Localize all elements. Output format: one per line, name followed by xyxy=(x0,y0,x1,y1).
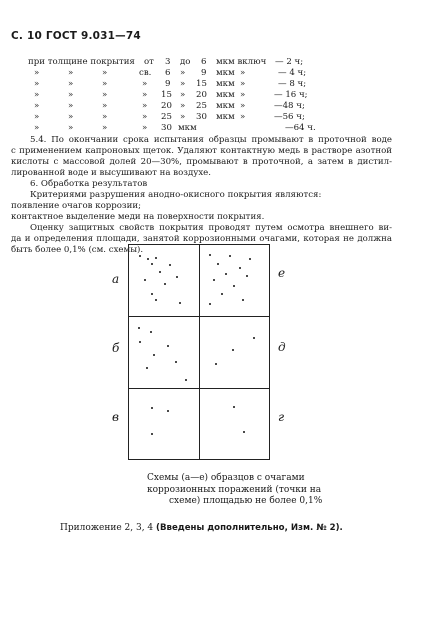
corrosion-dot xyxy=(164,283,166,285)
grid-divider xyxy=(199,245,200,459)
table-row: » » » » 20 » 25 мкм » —48 ч; xyxy=(34,101,305,111)
corrosion-dot xyxy=(249,258,251,260)
text-line: лированной воде и высушивают на воздухе. xyxy=(11,168,211,178)
corrosion-dot xyxy=(233,285,235,287)
grid-divider xyxy=(129,388,269,389)
corrosion-dot xyxy=(151,293,153,295)
scheme-label-v: в xyxy=(112,410,119,424)
text-line: да и определения площади, занятой коррозионными очагами, которая не должна xyxy=(11,234,392,244)
corrosion-dot xyxy=(150,331,152,333)
corrosion-dot xyxy=(179,302,181,304)
corrosion-dot xyxy=(167,345,169,347)
caption-line: коррозионных поражений (точки на xyxy=(147,484,322,495)
table-row: » » » » 25 » 30 мкм » —56 ч; xyxy=(34,112,305,122)
corrosion-dot xyxy=(139,341,141,343)
appendix-note xyxy=(60,523,343,533)
corrosion-dot xyxy=(139,255,141,257)
corrosion-dot xyxy=(229,255,231,257)
scheme-grid xyxy=(128,244,270,460)
text-line: быть более 0,1% (см. схемы). xyxy=(11,245,144,255)
scheme-caption xyxy=(147,473,323,508)
corrosion-dot xyxy=(151,263,153,265)
corrosion-dot xyxy=(175,361,177,363)
scheme-label-a: а xyxy=(112,272,120,286)
corrosion-dot xyxy=(159,271,161,273)
corrosion-dot xyxy=(155,257,157,259)
page-header: С. 10 ГОСТ 9.031—74 xyxy=(11,30,141,42)
corrosion-dot xyxy=(213,279,215,281)
corrosion-dot xyxy=(169,264,171,266)
corrosion-dot xyxy=(215,363,217,365)
table-row: при толщине покрытия от 3 до 6 мкм включ — 2 ч; xyxy=(28,57,304,67)
text-line: с применением капроновых щеток. Удаляют контактную медь в растворе азотной xyxy=(11,146,392,156)
criteria-item: появление очагов коррозии; xyxy=(11,201,141,211)
grid-divider xyxy=(129,316,269,317)
corrosion-dot xyxy=(155,299,157,301)
corrosion-dot xyxy=(209,303,211,305)
corrosion-dot xyxy=(151,433,153,435)
corrosion-dot xyxy=(217,263,219,265)
criteria-intro: Критериями разрушения анодно-окисного покрытия являются: xyxy=(30,190,322,200)
corrosion-dot xyxy=(176,276,178,278)
caption-line: схеме) площадью не более 0,1% xyxy=(169,496,323,506)
table-row: » » » » 30 мкм —64 ч. xyxy=(34,123,316,133)
corrosion-dot xyxy=(253,337,255,339)
table-row: » » » » 15 » 20 мкм » — 16 ч; xyxy=(34,90,308,100)
corrosion-dot xyxy=(221,293,223,295)
corrosion-dot xyxy=(239,267,241,269)
scheme-label-g: г xyxy=(278,410,285,424)
appendix-amendment: (Введены дополнительно, Изм. № 2). xyxy=(156,523,343,533)
text-line: Оценку защитных свойств покрытия проводят путем осмотра внешнего ви- xyxy=(30,223,392,233)
corrosion-dot xyxy=(144,279,146,281)
corrosion-dot xyxy=(243,431,245,433)
text-line: кислоты с массовой долей 20—30%, промывают в проточной, а затем в дистил- xyxy=(11,157,392,167)
corrosion-dot xyxy=(185,379,187,381)
table-row: » » » св. 6 » 9 мкм » — 4 ч; xyxy=(34,68,307,78)
scheme-label-b: б xyxy=(112,341,120,355)
corrosion-dot xyxy=(146,367,148,369)
corrosion-dot xyxy=(147,258,149,260)
corrosion-dot xyxy=(209,254,211,256)
table-row: » » » » 9 » 15 мкм » — 8 ч; xyxy=(34,79,307,89)
criteria-item: контактное выделение меди на поверхности покрытия. xyxy=(11,212,265,222)
corrosion-dot xyxy=(232,349,234,351)
scheme-label-e: е xyxy=(278,266,286,280)
corrosion-dot xyxy=(246,275,248,277)
corrosion-dot xyxy=(151,407,153,409)
corrosion-dot xyxy=(225,273,227,275)
scheme-label-d: д xyxy=(278,340,286,354)
section-title: 6. Обработка результатов xyxy=(30,179,148,189)
corrosion-dot xyxy=(242,299,244,301)
corrosion-dot xyxy=(138,327,140,329)
caption-line: Схемы (а—е) образцов с очагами xyxy=(147,473,305,483)
text-line: 5.4. По окончании срока испытания образцы промывают в проточной воде xyxy=(30,135,392,145)
corrosion-dot xyxy=(233,406,235,408)
corrosion-dot xyxy=(167,410,169,412)
appendix-text: Приложение 2, 3, 4 xyxy=(60,523,154,533)
corrosion-dot xyxy=(153,354,155,356)
